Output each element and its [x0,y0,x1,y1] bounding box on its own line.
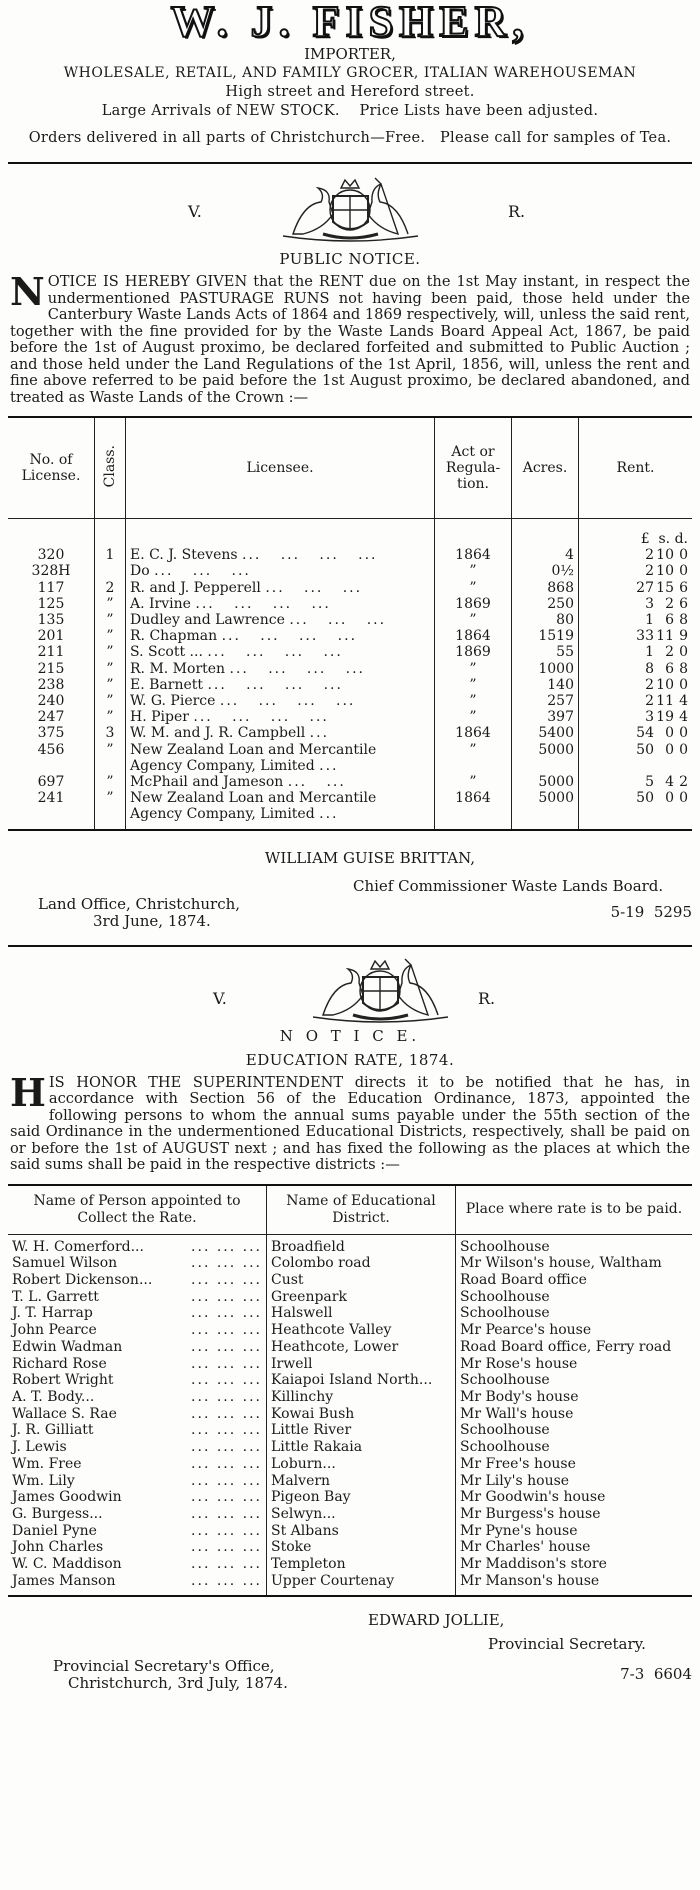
license-number: 238 [37,676,65,693]
acres-cell: 5000 [512,774,579,790]
table-row [8,693,692,709]
licensee-cell: W. M. and J. R. Campbell ... [126,725,435,741]
table-row [8,661,692,677]
district-name: Loburn... [267,1456,456,1473]
licensee-cell: New Zealand Loan and Mercantile Agency Company, Limited ... [126,742,435,774]
table-row [8,1305,692,1322]
vr-r: R. [508,202,526,221]
table-row [8,1523,692,1540]
table-row [8,628,692,644]
table-row [8,725,692,741]
class-cell: ” [95,709,126,725]
rent-cell: 50 0 0 [579,742,693,774]
license-number: 320 [37,547,65,564]
dropcap: H [10,1069,46,1115]
acres-cell: 397 [512,709,579,725]
table-row [8,1573,692,1590]
divider [8,162,692,164]
licensee-cell: H. Piper ... ... ... ... [126,709,435,725]
licensee-cell: E. C. J. Stevens ... ... ... ... [126,547,435,563]
district-name: Little Rakaia [267,1439,456,1456]
collector-name: John Charles ... ... ... [12,1539,262,1556]
payment-place: Mr Goodwin's house [456,1489,693,1506]
licensee-cell: A. Irvine ... ... ... ... [126,596,435,612]
district-name: Upper Courtenay [267,1573,456,1590]
col-district: Name of Educational District. [267,1186,456,1235]
class-cell: ” [95,596,126,612]
license-number: 241 [37,790,65,807]
table-row [8,612,692,628]
class-cell: ” [95,677,126,693]
act-cell: ” [435,612,512,628]
class-cell: 1 [95,547,126,563]
acres-cell: 1000 [512,661,579,677]
licensee-cell: McPhail and Jameson ... ... [126,774,435,790]
district-name: Kaiapoi Island North... [267,1372,456,1389]
table-row [8,580,692,596]
license-number: 201 [37,628,65,645]
collector-name: A. T. Body... ... ... ... [12,1388,262,1405]
collector-name: G. Burgess... ... ... ... [12,1505,262,1522]
date: 3rd June, 1874. [93,911,211,930]
gazette-page [8,0,692,1693]
vr-r: R. [478,988,496,1008]
pasturage-runs-table [8,418,692,829]
table-row [8,1473,692,1490]
collector-name: Edwin Wadman ... ... ... [12,1338,262,1355]
education-rate-table [8,1186,692,1596]
collector-name: J. T. Harrap ... ... ... [12,1305,262,1322]
class-cell: 3 [95,725,126,741]
table-row [8,1556,692,1573]
fisher-advertisement [8,0,692,148]
public-notice-body [10,269,690,406]
table-row [8,596,692,612]
table-row [8,1339,692,1356]
rent-cell: 2 11 4 [579,693,693,709]
act-cell: 1864 [435,547,512,563]
district-name: Irwell [267,1356,456,1373]
payment-place: Mr Pyne's house [456,1523,693,1540]
payment-place: Schoolhouse [456,1422,693,1439]
class-cell: ” [95,628,126,644]
license-number: 375 [37,725,65,742]
acres-cell: 868 [512,580,579,596]
dropcap: N [10,269,45,314]
vr-v: V. [188,202,202,221]
district-name: Little River [267,1422,456,1439]
education-notice-subtitle: EDUCATION RATE, 1874. [245,1050,455,1069]
rent-cell: 2 10 0 [579,677,693,693]
license-number: 247 [37,709,65,726]
rent-cell: 2 10 0 [579,547,693,563]
licensee-cell: R. M. Morten ... ... ... ... [126,661,435,677]
payment-place: Mr Wall's house [456,1406,693,1423]
district-name: Templeton [267,1556,456,1573]
col-license: No. of License. [8,418,95,519]
payment-place: Mr Rose's house [456,1356,693,1373]
license-number: 125 [37,595,65,612]
education-notice-title: N O T I C E. [279,1026,421,1045]
act-cell: ” [435,774,512,790]
fisher-trade: WHOLESALE, RETAIL, AND FAMILY GROCER, ITALIAN WAREHOUSEMAN [63,65,637,81]
vr-v: V. [213,988,227,1008]
rent-cell: 8 6 8 [579,661,693,677]
acres-cell: 55 [512,644,579,660]
act-cell: ” [435,709,512,725]
reference: 7-3 6604 [620,1665,692,1684]
education-notice [8,953,692,1694]
collector-name: Daniel Pyne ... ... ... [12,1522,262,1539]
collector-name: John Pearce ... ... ... [12,1322,262,1339]
district-name: Heathcote, Lower [267,1339,456,1356]
payment-place: Schoolhouse [456,1305,693,1322]
collector-name: James Manson ... ... ... [12,1572,262,1589]
act-cell: ” [435,693,512,709]
date: Christchurch, 3rd July, 1874. [68,1674,288,1693]
licensee-cell: Dudley and Lawrence ... ... ... [126,612,435,628]
table-row [8,1272,692,1289]
fisher-delivery: Orders delivered in all parts of Christchurch—Free. Please call for samples of Tea. [28,130,672,146]
payment-place: Schoolhouse [456,1239,693,1256]
acres-cell: 250 [512,596,579,612]
district-name: Cust [267,1272,456,1289]
payment-place: Schoolhouse [456,1372,693,1389]
license-number: 456 [37,741,65,758]
act-cell: ” [435,580,512,596]
acres-cell: 5400 [512,725,579,741]
district-name: Stoke [267,1539,456,1556]
acres-cell: 1519 [512,628,579,644]
table-row [8,563,692,579]
table-row [8,677,692,693]
district-name: Killinchy [267,1389,456,1406]
table-row [8,547,692,563]
act-cell: ” [435,742,512,774]
class-cell: ” [95,693,126,709]
signatory-title: Provincial Secretary. [488,1635,646,1654]
collector-name: Wm. Free ... ... ... [12,1455,262,1472]
payment-place: Mr Maddison's store [456,1556,693,1573]
royal-coat-of-arms-icon [298,955,463,1025]
table-row [8,1372,692,1389]
licensee-cell: R. Chapman ... ... ... ... [126,628,435,644]
payment-place: Schoolhouse [456,1289,693,1306]
rent-cell: 3 19 4 [579,709,693,725]
col-rent: Rent. [579,418,693,519]
collector-name: W. C. Maddison ... ... ... [12,1556,262,1573]
act-cell: 1869 [435,596,512,612]
payment-place: Road Board office [456,1272,693,1289]
act-cell: 1864 [435,790,512,822]
table-row [8,1489,692,1506]
public-notice-title: PUBLIC NOTICE. [279,250,421,268]
rent-cell: 1 6 8 [579,612,693,628]
district-name: Halswell [267,1305,456,1322]
col-act: Act or Regula-tion. [435,418,512,519]
act-cell: 1869 [435,644,512,660]
table-row [8,1456,692,1473]
license-number: 697 [37,774,65,791]
licensee-cell: R. and J. Pepperell ... ... ... [126,580,435,596]
payment-place: Mr Charles' house [456,1539,693,1556]
fisher-tagline: IMPORTER, [304,45,396,63]
act-cell: ” [435,563,512,579]
class-cell: ” [95,790,126,822]
acres-cell: 5000 [512,742,579,774]
col-class: Class. [95,418,126,519]
royal-coat-of-arms-icon [263,174,438,244]
table-row [8,742,692,774]
table-row [8,1539,692,1556]
fisher-address: High street and Hereford street. [225,84,475,100]
table-row [8,1506,692,1523]
license-number: 328H [31,563,71,580]
act-cell: ” [435,677,512,693]
class-cell: ” [95,644,126,660]
acres-cell: 140 [512,677,579,693]
rent-units: £ s. d. [579,519,693,548]
rent-cell: 33 11 9 [579,628,693,644]
rent-cell: 1 2 0 [579,644,693,660]
class-cell: ” [95,742,126,774]
license-number: 211 [37,644,65,661]
collector-name: James Goodwin ... ... ... [12,1489,262,1506]
acres-cell: 80 [512,612,579,628]
class-cell: 2 [95,580,126,596]
education-notice-body [10,1069,690,1174]
public-notice [8,170,692,931]
acres-cell: 5000 [512,790,579,822]
rent-cell: 2 10 0 [579,563,693,579]
district-name: Kowai Bush [267,1406,456,1423]
license-number: 215 [37,660,65,677]
district-name: St Albans [267,1523,456,1540]
rent-cell: 54 0 0 [579,725,693,741]
signatory: EDWARD JOLLIE, [368,1611,505,1630]
license-number: 240 [37,693,65,710]
col-person: Name of Person appointed to Collect the Rate. [8,1186,267,1235]
licensee-cell: W. G. Pierce ... ... ... ... [126,693,435,709]
acres-cell: 0½ [512,563,579,579]
act-cell: ” [435,661,512,677]
signatory: WILLIAM GUISE BRITTAN, [264,848,476,867]
collector-name: Wm. Lily ... ... ... [12,1472,262,1489]
divider [8,945,692,947]
collector-name: Samuel Wilson ... ... ... [12,1255,262,1272]
acres-cell: 257 [512,693,579,709]
col-place: Place where rate is to be paid. [456,1186,693,1235]
office: Land Office, Christchurch, [38,894,241,913]
rent-cell: 27 15 6 [579,580,693,596]
class-cell [95,563,126,579]
table-row [8,1239,692,1256]
table-row [8,1422,692,1439]
payment-place: Mr Free's house [456,1456,693,1473]
class-cell: ” [95,774,126,790]
licensee-cell: New Zealand Loan and Mercantile Agency Company, Limited ... [126,790,435,822]
fisher-arrivals: Large Arrivals of NEW STOCK. Price Lists have been adjusted. [101,103,599,119]
rent-cell: 50 0 0 [579,790,693,822]
license-number: 117 [37,579,65,596]
payment-place: Road Board office, Ferry road [456,1339,693,1356]
payment-place: Mr Manson's house [456,1573,693,1590]
table-row [8,644,692,660]
class-cell: ” [95,612,126,628]
district-name: Selwyn... [267,1506,456,1523]
table-row [8,1389,692,1406]
licensee-cell: S. Scott ... ... ... ... ... [126,644,435,660]
table-row [8,1289,692,1306]
district-name: Malvern [267,1473,456,1490]
act-cell: 1864 [435,725,512,741]
collector-name: T. L. Garrett ... ... ... [12,1288,262,1305]
district-name: Heathcote Valley [267,1322,456,1339]
reference: 5-19 5295 [610,902,692,921]
district-name: Broadfield [267,1239,456,1256]
education-notice-text: IS HONOR THE SUPERINTENDENT directs it to be notified that he has, in accordance with Section 56 of the Education Ordinance, 1873, appointed the following persons to whom the annual sums payable under the 55th section of the said Ordinance in the undermentioned Educational Districts, respectively, shall be paid on or before the 1st of AUGUST next ; and has fixed the following as the places at which the said sums shall be paid in the respective districts :— [10,1073,690,1174]
district-name: Pigeon Bay [267,1489,456,1506]
licensee-cell: E. Barnett ... ... ... ... [126,677,435,693]
table-row [8,1255,692,1272]
table-row [8,790,692,822]
collector-name: Richard Rose ... ... ... [12,1355,262,1372]
public-notice-text: OTICE IS HEREBY GIVEN that the RENT due on the 1st May instant, in respect the undermentioned PASTURAGE RUNS not having been paid, those held under the Canterbury Waste Lands Acts of 1864 and 1869 respectively, will, unless the said rent, together with the fine provided for by the Waste Lands Board Appeal Act, 1867, be paid before the 1st of August proximo, be declared forfeited and submitted to Public Auction ; and those held under the Land Regulations of the 1st April, 1856, will, unless the rent and fine above referred to be paid before the 1st August proximo, be declared abandoned, and treated as Waste Lands of the Crown :— [10,273,690,406]
col-acres: Acres. [512,418,579,519]
collector-name: Wallace S. Rae ... ... ... [12,1405,262,1422]
table-row [8,1406,692,1423]
collector-name: J. Lewis ... ... ... [12,1439,262,1456]
signatory-title: Chief Commissioner Waste Lands Board. [353,876,664,895]
table-row [8,709,692,725]
class-cell: ” [95,661,126,677]
table-row [8,774,692,790]
table-row [8,1356,692,1373]
rent-cell: 3 2 6 [579,596,693,612]
collector-name: Robert Dickenson... ... ... ... [12,1272,262,1289]
rent-cell: 5 4 2 [579,774,693,790]
license-number: 135 [37,612,65,629]
payment-place: Mr Pearce's house [456,1322,693,1339]
col-licensee: Licensee. [126,418,435,519]
collector-name: Robert Wright ... ... ... [12,1372,262,1389]
payment-place: Mr Body's house [456,1389,693,1406]
table-row [8,1322,692,1339]
payment-place: Mr Wilson's house, Waltham [456,1255,693,1272]
office: Provincial Secretary's Office, [53,1657,275,1676]
table-row [8,1439,692,1456]
licensee-cell: Do ... ... ... [126,563,435,579]
collector-name: J. R. Gilliatt ... ... ... [12,1422,262,1439]
district-name: Greenpark [267,1289,456,1306]
payment-place: Mr Lily's house [456,1473,693,1490]
act-cell: 1864 [435,628,512,644]
district-name: Colombo road [267,1255,456,1272]
payment-place: Schoolhouse [456,1439,693,1456]
acres-cell: 4 [512,547,579,563]
fisher-masthead: W. J. FISHER, [170,0,530,46]
collector-name: W. H. Comerford... ... ... ... [12,1238,262,1255]
payment-place: Mr Burgess's house [456,1506,693,1523]
